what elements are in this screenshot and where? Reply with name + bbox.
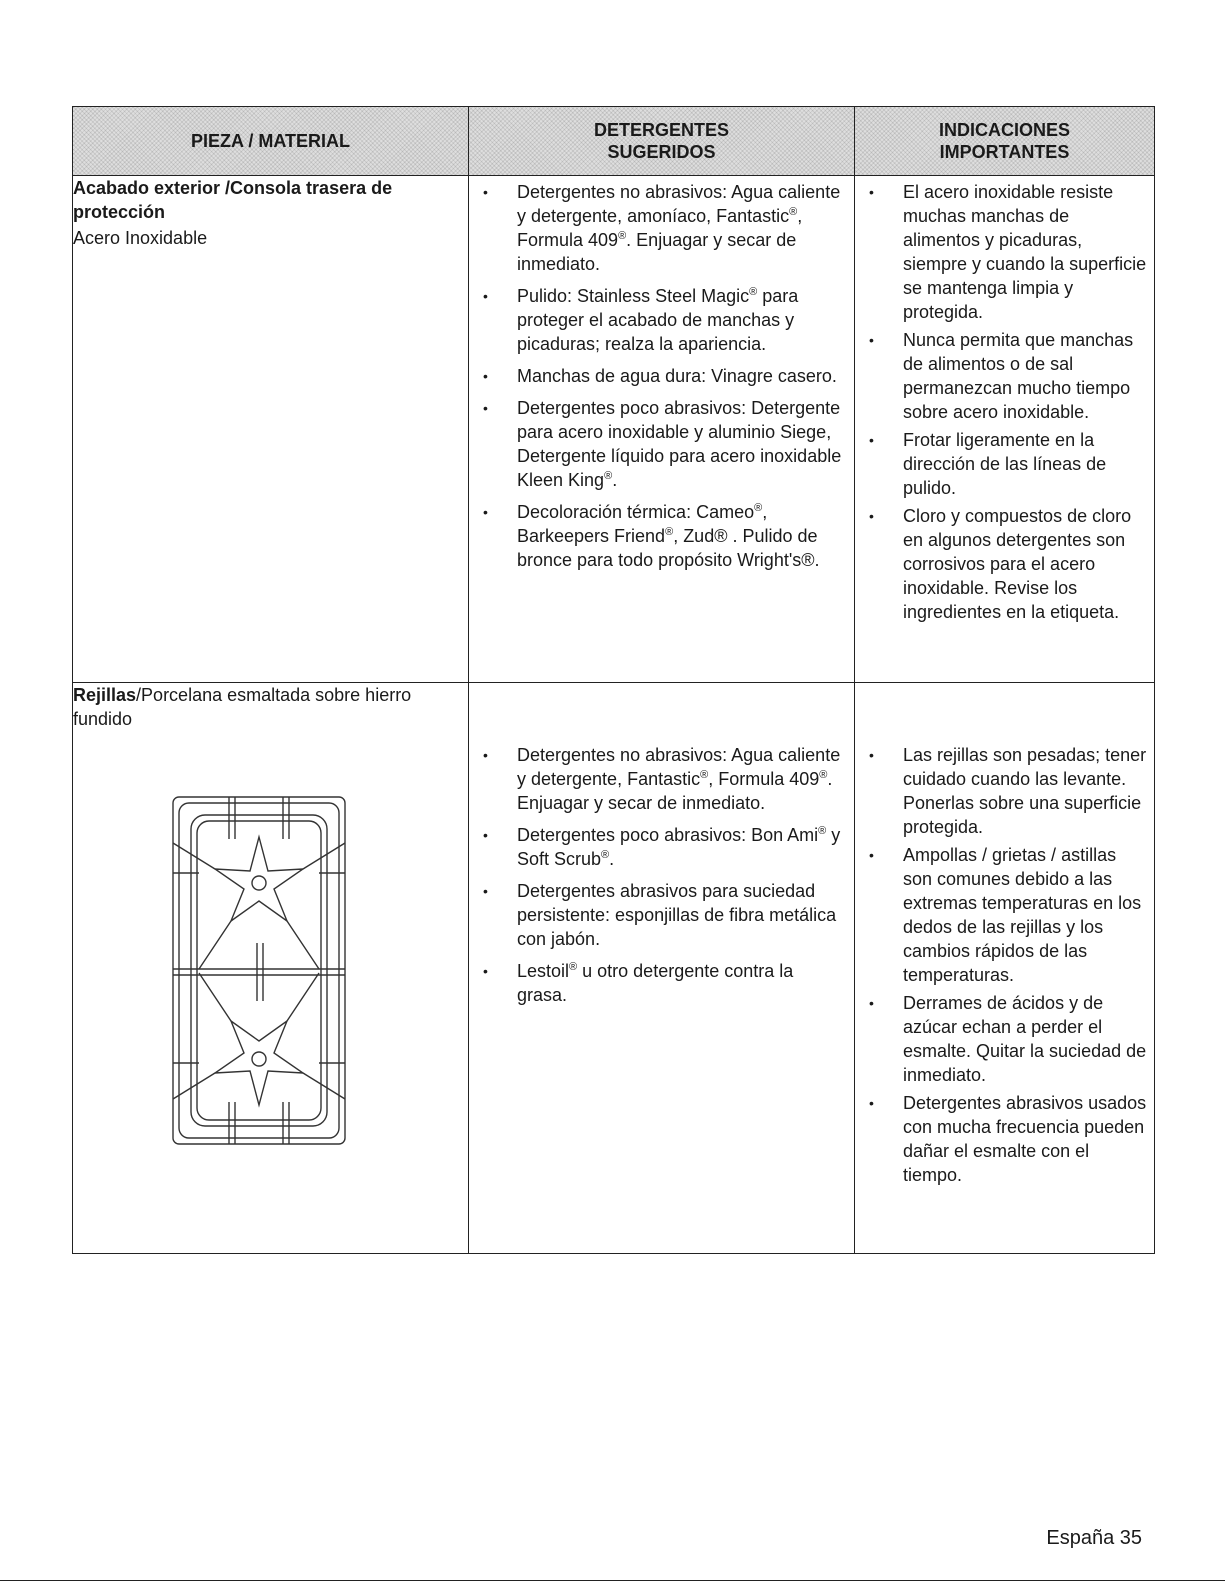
list-item: • Detergentes poco abrasivos: Bon Ami® y Soft Scrub®. bbox=[517, 823, 846, 871]
table-header-row bbox=[73, 107, 1155, 176]
list-item: • Nunca permita que manchas de alimentos o de sal permanezcan mucho tiempo sobre acero inoxidable. bbox=[903, 328, 1150, 424]
part-name: Acabado exterior /Consola trasera de protección bbox=[73, 178, 393, 222]
list-item: • Manchas de agua dura: Vinagre casero. bbox=[517, 364, 846, 388]
bottom-rule bbox=[0, 1580, 1225, 1581]
list-item: • El acero inoxidable resiste muchas manchas de alimentos y picaduras, siempre y cuando la superficie se mantenga limpia y protegida. bbox=[903, 180, 1150, 324]
detergent-list bbox=[469, 180, 854, 572]
list-item: • Detergentes poco abrasivos: Detergente para acero inoxidable y aluminio Siege, Detergente líquido para acero inoxidable Kleen King®. bbox=[517, 396, 846, 492]
list-item: • Detergentes no abrasivos: Agua caliente y detergente, amoníaco, Fantastic®, Formula 409®. Enjuagar y secar de inmediato. bbox=[517, 180, 846, 276]
list-item: • Detergentes abrasivos usados con mucha frecuencia pueden dañar el esmalte con el tiempo. bbox=[903, 1091, 1150, 1187]
list-item: • Lestoil® u otro detergente contra la grasa. bbox=[517, 959, 846, 1007]
detergents-cell bbox=[469, 683, 855, 1254]
header-suggested-detergents: DETERGENTES SUGERIDOS bbox=[469, 107, 855, 176]
list-item: • Frotar ligeramente en la dirección de las líneas de pulido. bbox=[903, 428, 1150, 500]
table-row bbox=[73, 683, 1155, 1254]
part-material: Acero Inoxidable bbox=[73, 228, 208, 248]
table-row bbox=[73, 176, 1155, 683]
cleaning-table bbox=[72, 106, 1155, 1254]
part-cell bbox=[73, 176, 469, 683]
page-number: España 35 bbox=[1046, 1527, 1142, 1549]
header-important-notes: INDICACIONES IMPORTANTES bbox=[855, 107, 1155, 176]
indication-list bbox=[855, 180, 1154, 624]
detergent-list bbox=[469, 743, 854, 1007]
list-item: • Detergentes abrasivos para suciedad persistente: esponjillas de fibra metálica con jabón. bbox=[517, 879, 846, 951]
list-item: • Detergentes no abrasivos: Agua caliente y detergente, Fantastic®, Formula 409®. Enjuagar y secar de inmediato. bbox=[517, 743, 846, 815]
part-name: Rejillas bbox=[73, 685, 137, 705]
list-item: • Ampollas / grietas / astillas son comunes debido a las extremas temperaturas en los dedos de las rejillas y los cambios rápidos de las temperaturas. bbox=[903, 843, 1150, 987]
detergents-cell bbox=[469, 176, 855, 683]
indications-cell bbox=[855, 176, 1155, 683]
indication-list bbox=[855, 743, 1154, 1187]
list-item: • Decoloración térmica: Cameo®, Barkeepers Friend®, Zud® . Pulido de bronce para todo propósito Wright's®. bbox=[517, 500, 846, 572]
header-part-material: PIEZA / MATERIAL bbox=[73, 107, 469, 176]
part-cell bbox=[73, 683, 469, 1254]
list-item: • Cloro y compuestos de cloro en algunos detergentes son corrosivos para el acero inoxidable. Revise los ingredientes en la etiqueta. bbox=[903, 504, 1150, 624]
list-item: • Las rejillas son pesadas; tener cuidado cuando las levante. Ponerlas sobre una superficie protegida. bbox=[903, 743, 1150, 839]
list-item: • Pulido: Stainless Steel Magic® para proteger el acabado de manchas y picaduras; realza la apariencia. bbox=[517, 284, 846, 356]
part-material: /Porcelana esmaltada sobre hierro fundido bbox=[73, 685, 412, 729]
cooktop-grate-illustration bbox=[169, 793, 349, 1148]
list-item: • Derrames de ácidos y de azúcar echan a perder el esmalte. Quitar la suciedad de inmediato. bbox=[903, 991, 1150, 1087]
indications-cell bbox=[855, 683, 1155, 1254]
